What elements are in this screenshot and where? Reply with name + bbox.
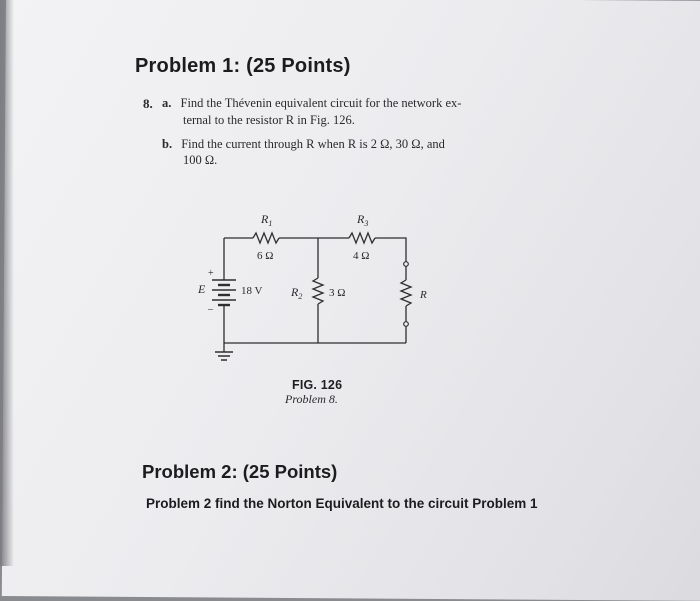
figure-caption: FIG. 126 [292, 378, 343, 392]
ground-icon [215, 352, 233, 360]
question-number: 8. [143, 96, 153, 111]
resistor-r3 [349, 233, 375, 243]
part-a-line2: ternal to the resistor R in Fig. 126. [183, 113, 355, 127]
problem2-text: Problem 2 find the Norton Equivalent to the circuit Problem 1 [146, 496, 538, 511]
wire-top-right [375, 238, 406, 262]
part-a-text1: Find the Thévenin equivalent circuit for the network ex- [180, 96, 462, 110]
figure-subcaption: Problem 8. [285, 392, 338, 406]
r2-label: $R_2$ [291, 285, 303, 301]
battery-source [212, 280, 236, 305]
resistor-r2 [313, 278, 323, 304]
terminal-top [404, 262, 409, 267]
source-label: E [198, 282, 206, 296]
r1-label: $R_1$ [261, 212, 273, 228]
r3-label: $R_3$ [357, 212, 369, 228]
resistor-load [401, 280, 411, 306]
part-a-label: a. [162, 96, 172, 110]
r3-value: 4 Ω [353, 250, 370, 262]
r2-value: 3 Ω [329, 287, 346, 299]
part-b-line2: 100 Ω. [183, 153, 218, 167]
r1-value: 6 Ω [257, 250, 274, 262]
part-b-text1: Find the current through R when R is 2 Ω, 30 Ω, and [181, 137, 445, 151]
problem1-title: Problem 1: (25 Points) [135, 55, 351, 77]
terminal-bottom [404, 322, 409, 327]
part-b-label: b. [162, 137, 173, 151]
source-plus: + [208, 268, 214, 279]
source-minus: – [208, 304, 213, 315]
resistor-r1 [253, 233, 279, 243]
source-value: 18 V [241, 285, 263, 297]
load-label: R [420, 289, 427, 301]
problem2-title: Problem 2: (25 Points) [142, 461, 338, 482]
